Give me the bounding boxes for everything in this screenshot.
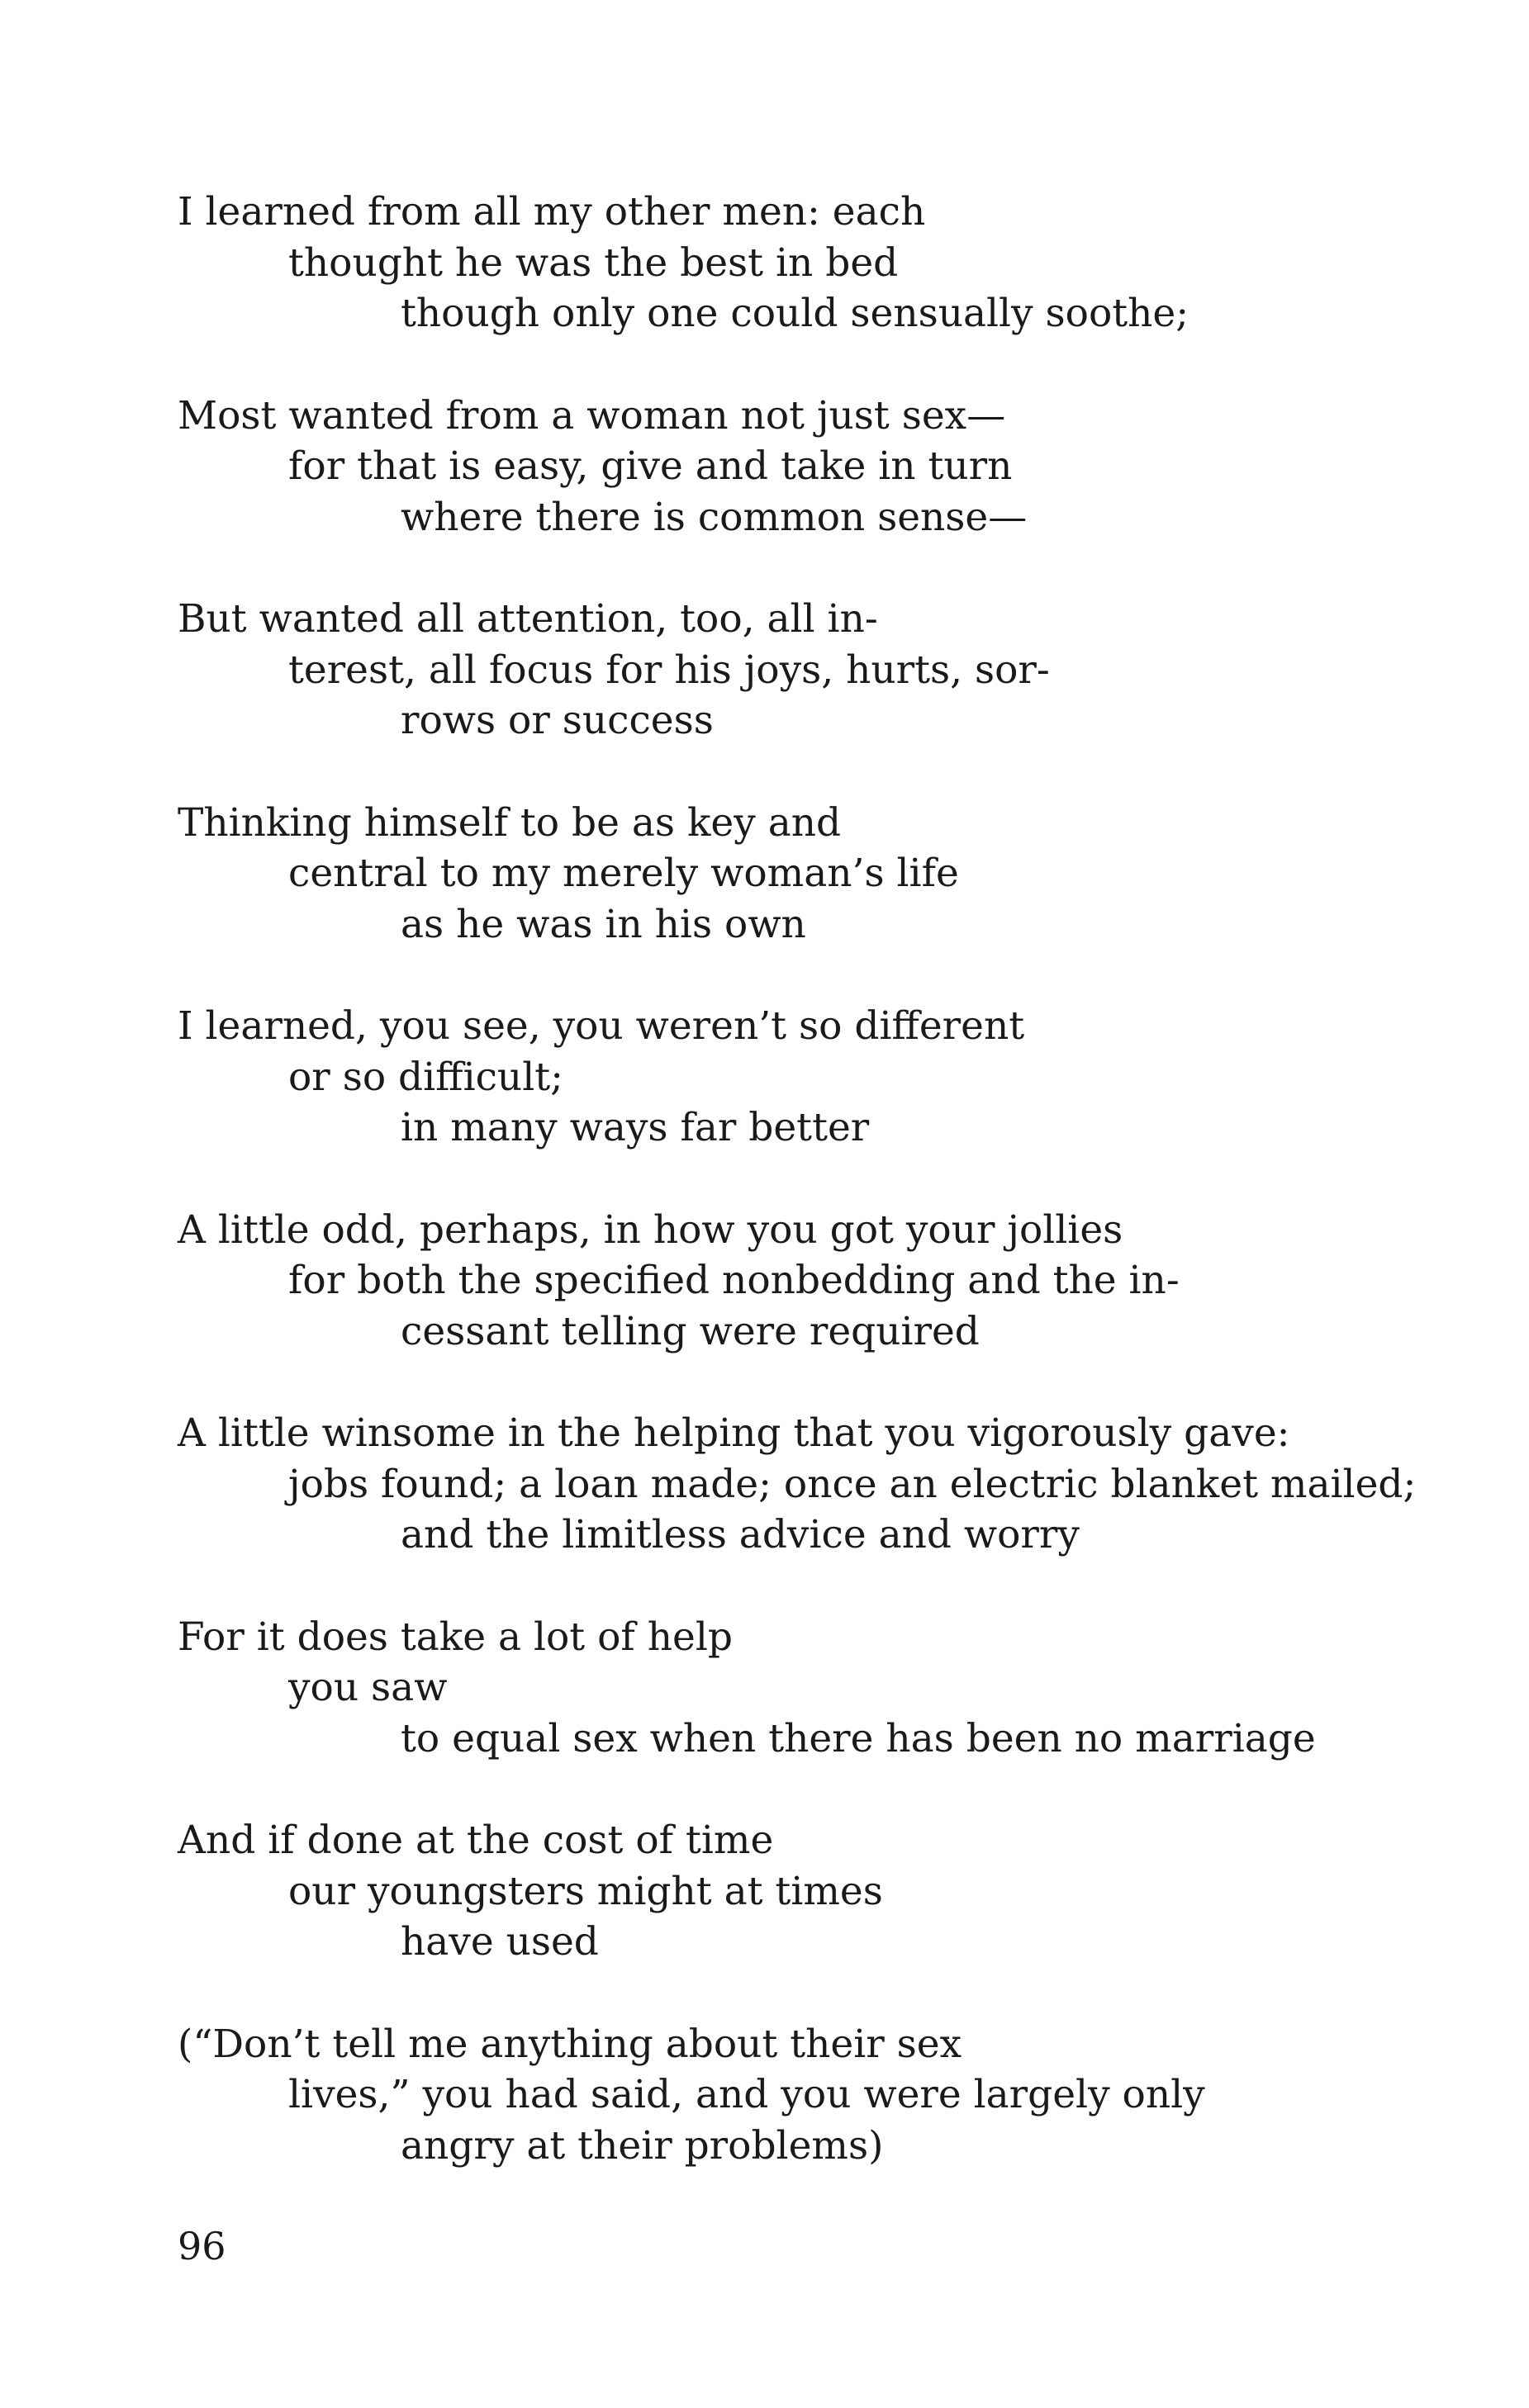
poem-line: for that is easy, give and take in turn xyxy=(288,443,1013,489)
poem-line: and the limitless advice and worry xyxy=(401,1512,1080,1557)
poem-line: you saw xyxy=(288,1665,448,1710)
stanza xyxy=(178,391,1483,543)
poem-line: central to my merely woman’s life xyxy=(288,851,959,896)
poem-line: terest, all focus for his joys, hurts, sor- xyxy=(288,647,1050,693)
poem-line: For it does take a lot of help xyxy=(178,1614,733,1660)
poem-line: And if done at the cost of time xyxy=(178,1818,774,1863)
poem-line: A little odd, perhaps, in how you got your jollies xyxy=(178,1206,1123,1253)
stanza xyxy=(178,798,1483,950)
poem-line: I learned, you see, you weren’t so different xyxy=(178,1003,1025,1049)
poem-line: have used xyxy=(401,1919,599,1965)
poem xyxy=(178,187,1483,2222)
poem-line: jobs found; a loan made; once an electric blanket mailed; xyxy=(288,1461,1417,1507)
stanza xyxy=(178,1612,1483,1765)
poem-line: rows or success xyxy=(401,698,714,743)
poem-line: Thinking himself to be as key and xyxy=(178,799,842,846)
poem-line: thought he was the best in bed xyxy=(288,239,899,286)
stanza xyxy=(178,1815,1483,1968)
poem-line: (“Don’t tell me anything about their sex xyxy=(178,2021,962,2067)
poem-line: A little winsome in the helping that you vigorously gave: xyxy=(178,1410,1290,1456)
stanza xyxy=(178,1001,1483,1154)
poem-line: or so difficult; xyxy=(288,1054,563,1100)
poem-line: our youngsters might at times xyxy=(288,1868,883,1914)
poem-line: Most wanted from a woman not just sex— xyxy=(178,392,1006,438)
stanza xyxy=(178,187,1483,339)
poem-line: lives,” you had said, and you were largely only xyxy=(288,2072,1205,2117)
poem-line: cessant telling were required xyxy=(401,1308,980,1354)
poem-line: for both the specified nonbedding and the in- xyxy=(288,1258,1180,1303)
poem-line: angry at their problems) xyxy=(401,2122,884,2169)
poem-line: to equal sex when there has been no marriage xyxy=(401,1715,1316,1761)
page-number: 96 xyxy=(178,2224,226,2268)
poem-line: where there is common sense— xyxy=(401,494,1028,540)
poem-line: I learned from all my other men: each xyxy=(178,189,926,235)
stanza xyxy=(178,2019,1483,2172)
stanza xyxy=(178,1205,1483,1358)
poem-line: But wanted all attention, too, all in- xyxy=(178,596,878,642)
poem-line: though only one could sensually soothe; xyxy=(401,291,1189,336)
stanza xyxy=(178,594,1483,747)
stanza xyxy=(178,1408,1483,1561)
poem-line: in many ways far better xyxy=(401,1105,870,1150)
poem-line: as he was in his own xyxy=(401,901,806,947)
